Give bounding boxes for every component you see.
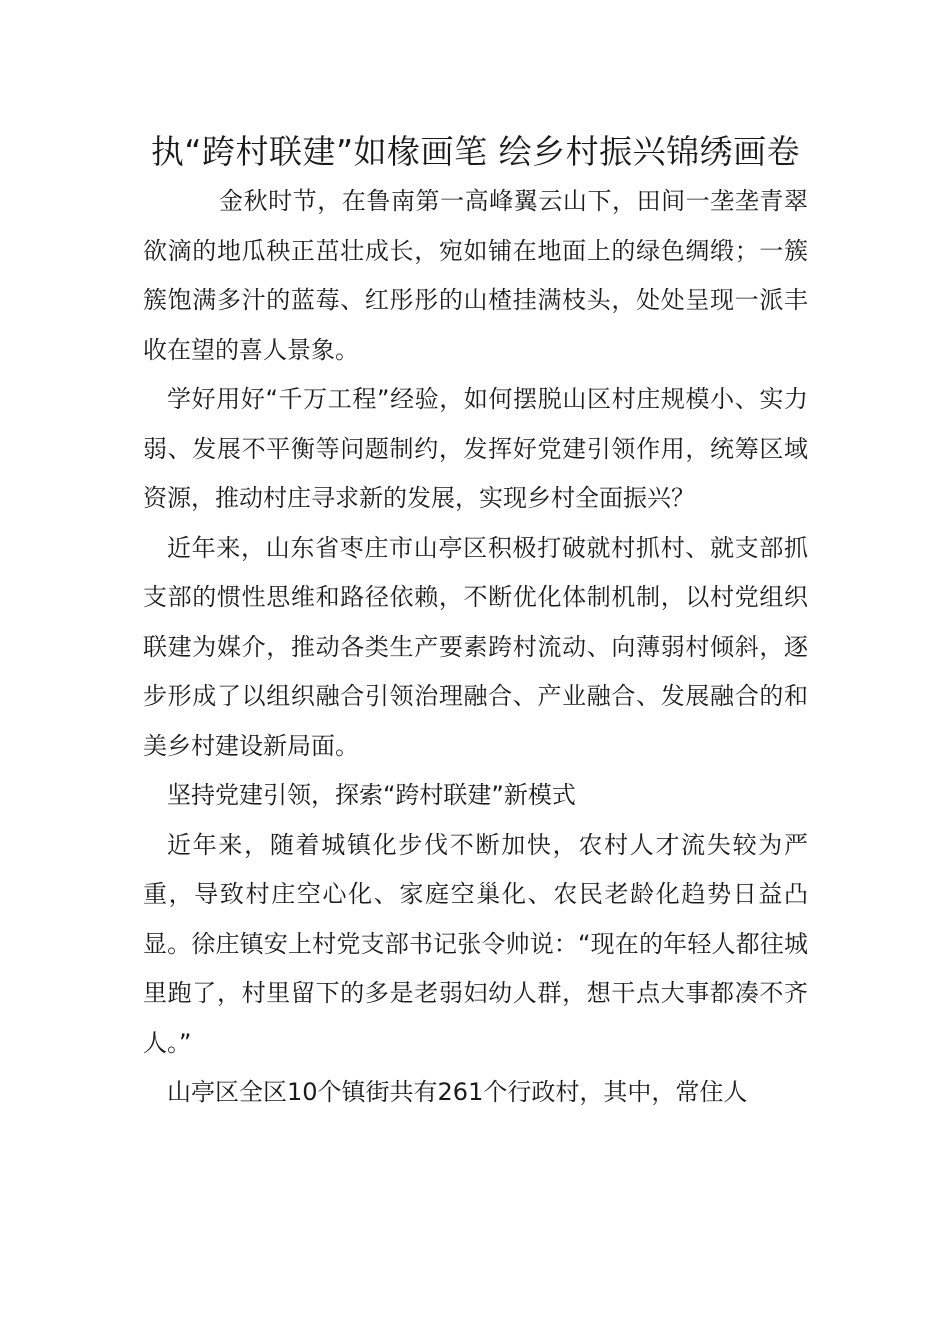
section-heading: 坚持党建引领，探索“跨村联建”新模式 <box>167 781 576 809</box>
paragraph-statistics: 山亭区全区10个镇街共有261个行政村，其中，常住人 <box>167 1078 748 1106</box>
paragraph-background: 近年来，山东省枣庄市山亭区积极打破就村抓村、就支部抓支部的惯性思维和路径依赖，不断优化体制机制，以村党组织联建为媒介，推动各类生产要素跨村流动、向薄弱村倾斜，逐步形成了以组织融合引领治理融合、产业融合、发展融合的和美乡村建设新局面。 <box>143 533 808 760</box>
paragraph-intro: 金秋时节，在鲁南第一高峰翼云山下，田间一垄垄青翠欲滴的地瓜秧正茁壮成长，宛如铺在地面上的绿色绸缎；一簇簇饱满多汁的蓝莓、红彤彤的山楂挂满枝头，处处呈现一派丰收在望的喜人景象。 <box>143 187 808 364</box>
paragraph-challenge: 近年来，随着城镇化步伐不断加快，农村人才流失较为严重，导致村庄空心化、家庭空巢化、农民老龄化趋势日益凸显。徐庄镇安上村党支部书记张令帅说：“现在的年轻人都往城里跑了，村里留下的多是老弱妇幼人群，想干点大事都凑不齐人。” <box>143 830 808 1057</box>
document-page <box>143 128 808 1118</box>
paragraph-question: 学好用好“千万工程”经验，如何摆脱山区村庄规模小、实力弱、发展不平衡等问题制约，发挥好党建引领作用，统筹区域资源，推动村庄寻求新的发展，实现乡村全面振兴？ <box>143 385 808 512</box>
document-title: 执“跨村联建”如椽画笔 绘乡村振兴锦绣画卷 <box>150 132 801 171</box>
